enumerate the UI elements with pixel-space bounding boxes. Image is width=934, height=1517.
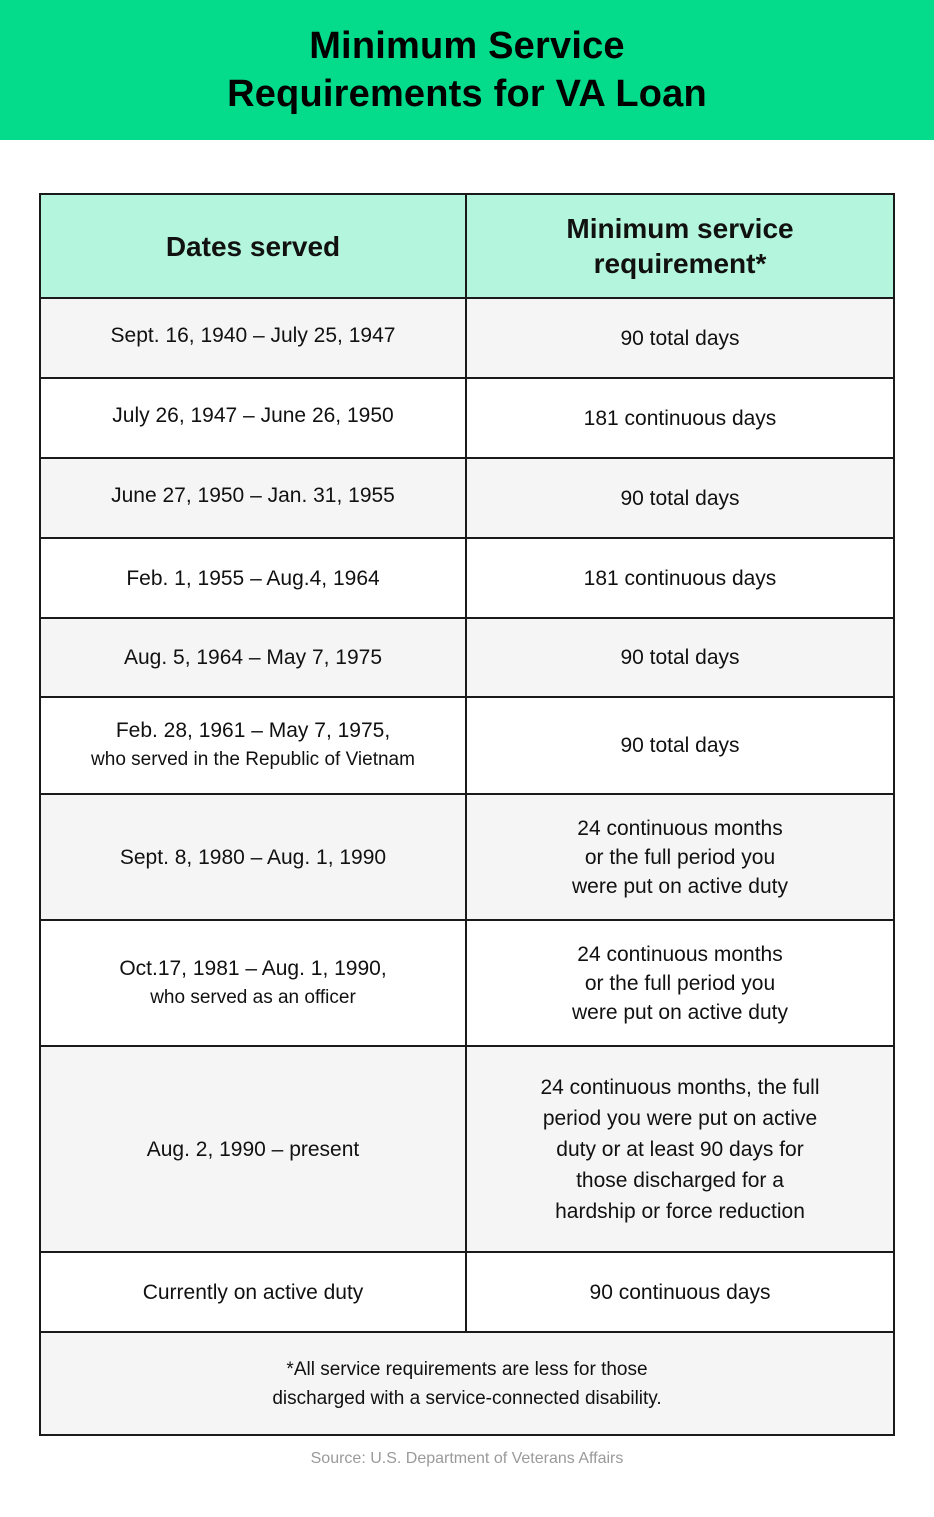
column-header-requirement	[467, 195, 893, 297]
dates-cell: Sept. 16, 1940 – July 25, 1947	[41, 299, 467, 377]
requirement-cell	[467, 795, 893, 919]
dates-cell: June 27, 1950 – Jan. 31, 1955	[41, 459, 467, 537]
page-title	[227, 22, 707, 118]
dates-cell: Aug. 5, 1964 – May 7, 1975	[41, 619, 467, 696]
requirement-line: 24 continuous months	[577, 816, 783, 840]
requirement-cell: 90 continuous days	[589, 1280, 771, 1304]
table-row	[41, 619, 893, 698]
dates-cell: Aug. 2, 1990 – present	[41, 1047, 467, 1251]
table-row	[41, 698, 893, 795]
requirement-line: those discharged for a	[576, 1168, 784, 1192]
source-credit: Source: U.S. Department of Veterans Affairs	[310, 1450, 624, 1467]
table-header-row	[41, 195, 893, 299]
table-row	[41, 1047, 893, 1253]
requirement-line: were put on active duty	[572, 1000, 788, 1024]
requirement-line: 24 continuous months	[577, 942, 783, 966]
requirement-line: were put on active duty	[572, 874, 788, 898]
table-row	[41, 921, 893, 1047]
dates-cell	[41, 698, 467, 793]
table-row	[41, 459, 893, 539]
requirement-cell: 90 total days	[620, 486, 740, 510]
dates-cell	[41, 921, 467, 1045]
requirement-cell	[467, 921, 893, 1045]
requirement-line: period you were put on active	[542, 1106, 818, 1130]
requirement-line: 24 continuous months, the full	[540, 1075, 820, 1099]
requirement-cell	[467, 1047, 893, 1251]
requirement-cell: 90 total days	[620, 326, 740, 350]
dates-cell: July 26, 1947 – June 26, 1950	[41, 379, 467, 457]
column-header-dates: Dates served	[41, 195, 467, 297]
table-row	[41, 539, 893, 619]
table-row	[41, 1253, 893, 1333]
dates-range: Feb. 28, 1961 – May 7, 1975,	[115, 719, 391, 742]
requirement-cell: 181 continuous days	[583, 406, 777, 430]
requirement-line: or the full period you	[584, 971, 776, 995]
table-row	[41, 299, 893, 379]
column-header-requirement-text: Minimum service requirement*	[566, 213, 794, 279]
requirement-cell: 90 total days	[620, 734, 740, 757]
footnote-row	[41, 1333, 893, 1434]
requirement-line: or the full period you	[584, 845, 776, 869]
dates-cell: Sept. 8, 1980 – Aug. 1, 1990	[41, 795, 467, 919]
service-requirements-table	[39, 193, 895, 1436]
dates-cell: Feb. 1, 1955 – Aug.4, 1964	[41, 539, 467, 617]
footnote-line-1: *All service requirements are less for those	[286, 1358, 648, 1380]
requirement-line: duty or at least 90 days for	[556, 1137, 804, 1161]
dates-range: Oct.17, 1981 – Aug. 1, 1990,	[119, 956, 387, 980]
title-line-2: Requirements for VA Loan	[227, 73, 707, 115]
table-row	[41, 795, 893, 921]
dates-note: who served in the Republic of Vietnam	[91, 749, 415, 770]
requirement-line: hardship or force reduction	[555, 1199, 805, 1223]
requirement-cell: 181 continuous days	[583, 566, 777, 590]
dates-cell: Currently on active duty	[41, 1253, 467, 1331]
requirement-cell: 90 total days	[620, 646, 740, 669]
table-row	[41, 379, 893, 459]
title-line-1: Minimum Service	[309, 25, 625, 67]
title-banner	[0, 0, 934, 140]
dates-note: who served as an officer	[150, 986, 356, 1008]
footnote-line-2: discharged with a service-connected disability.	[272, 1387, 662, 1409]
